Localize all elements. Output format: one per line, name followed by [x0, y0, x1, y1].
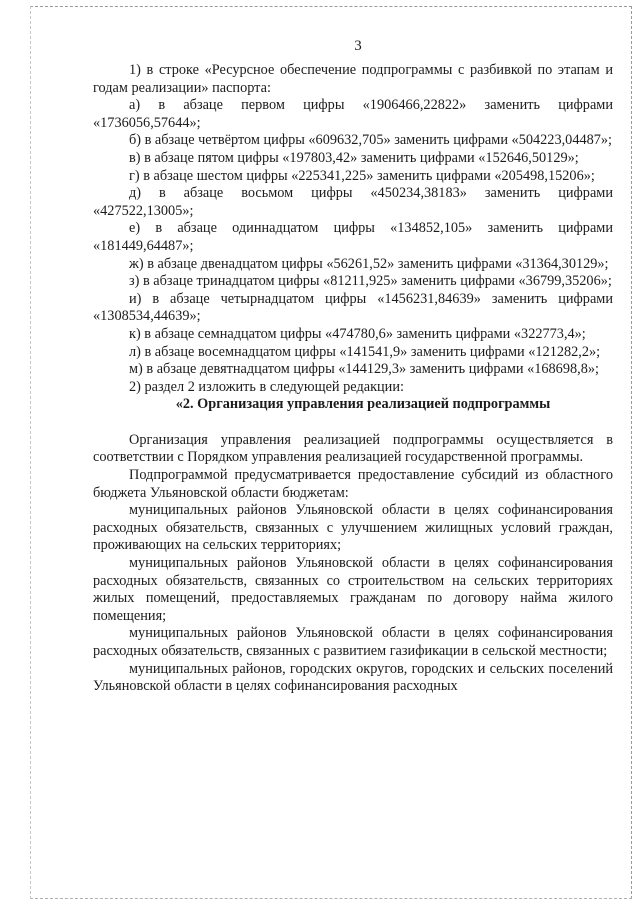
paragraph: е) в абзаце одиннадцатом цифры «134852,105» заменить цифрами «181449,64487»; [93, 220, 613, 254]
paragraph: муниципальных районов, городских округов, городских и сельских поселений Ульяновской области в целях софинансирования расходных [93, 660, 613, 695]
paragraph: м) в абзаце девятнадцатом цифры «144129,3» заменить цифрами «168698,8»; [129, 361, 599, 378]
paragraph: Подпрограммой предусматривается предоставление субсидий из областного бюджета Ульяновской области бюджетам: [93, 467, 613, 501]
page-number: 3 [354, 38, 362, 54]
paragraph: Организация управления реализацией подпрограммы осуществляется в соответствии с Порядком управления реализацией государственной программы. [93, 431, 613, 466]
scan-edge-bottom [30, 898, 632, 899]
paragraph: в) в абзаце пятом цифры «197803,42» заменить цифрами «152646,50129»; [129, 149, 579, 166]
paragraph: д) в абзаце восьмом цифры «450234,38183» заменить цифрами «427522,13005»; [93, 185, 613, 219]
document-body [93, 62, 613, 696]
paragraph: 2) раздел 2 изложить в следующей редакции: [129, 378, 404, 395]
paragraph: муниципальных районов Ульяновской области в целях софинансирования расходных обязательств, связанных со строительством на сельских территориях жилых помещений, предоставляемых гражданам по договору найма жилого помещения; [93, 555, 613, 624]
paragraph: муниципальных районов Ульяновской области в целях софинансирования расходных обязательств, связанных с развитием газификации в сельской местности; [93, 625, 613, 659]
paragraph: л) в абзаце восемнадцатом цифры «141541,9» заменить цифрами «121282,2»; [129, 343, 601, 360]
paragraph: г) в абзаце шестом цифры «225341,225» заменить цифрами «205498,15206»; [129, 167, 595, 184]
scan-edge-top [30, 6, 632, 7]
spacer [93, 414, 613, 432]
section-heading: «2. Организация управления реализацией подпрограммы [175, 396, 551, 413]
paragraph: ж) в абзаце двенадцатом цифры «56261,52» заменить цифрами «31364,30129»; [129, 255, 609, 272]
paragraph: б) в абзаце четвёртом цифры «609632,705» заменить цифрами «504223,04487»; [129, 132, 613, 149]
paragraph: к) в абзаце семнадцатом цифры «474780,6» заменить цифрами «322773,4»; [129, 325, 586, 342]
scan-edge-left [30, 6, 31, 899]
paragraph: и) в абзаце четырнадцатом цифры «1456231,84639» заменить цифрами «1308534,44639»; [93, 290, 613, 325]
scan-edge-right [631, 6, 632, 899]
paragraph: з) в абзаце тринадцатом цифры «81211,925» заменить цифрами «36799,35206»; [129, 273, 612, 290]
paragraph: 1) в строке «Ресурсное обеспечение подпрограммы с разбивкой по этапам и годам реализации» паспорта: [93, 62, 613, 96]
paragraph: муниципальных районов Ульяновской области в целях софинансирования расходных обязательств, связанных с улучшением жилищных условий граждан, проживающих на сельских территориях; [93, 502, 613, 554]
paragraph: а) в абзаце первом цифры «1906466,22822» заменить цифрами «1736056,57644»; [93, 97, 613, 131]
